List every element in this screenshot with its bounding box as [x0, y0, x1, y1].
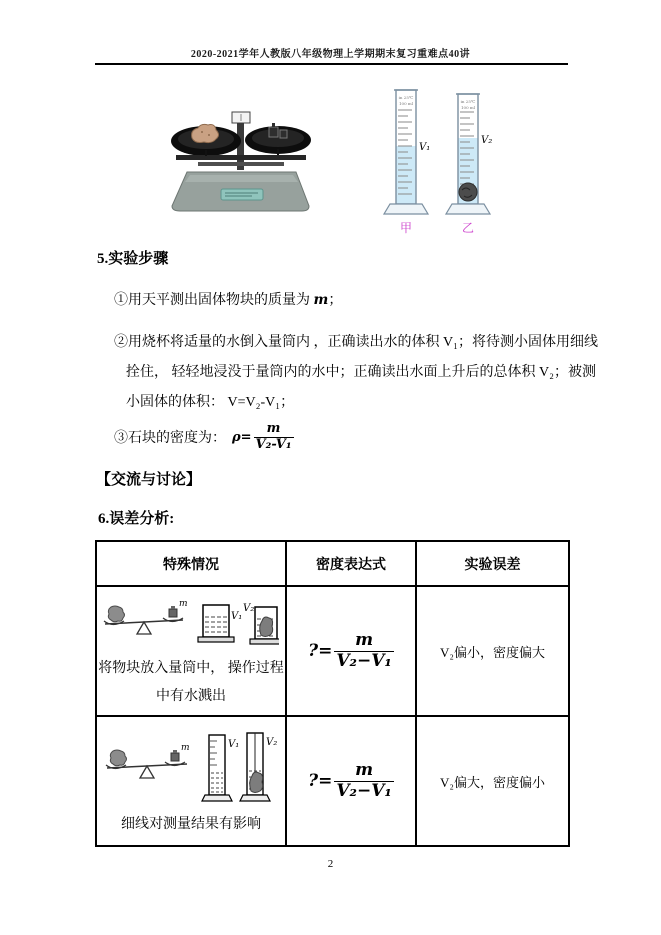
- v2-label: V₂: [243, 603, 255, 614]
- discussion-heading: 【交流与讨论】: [96, 472, 202, 488]
- table-header-expression: 密度表达式: [286, 541, 416, 586]
- situation-text-line1: 将物块放入量筒中， 操作过程: [98, 661, 284, 676]
- page-header-title: 2020-2021学年人教版八年级物理上学期期末复习重难点40讲: [190, 49, 471, 60]
- step1-text: ①用天平测出固体物块的质量为: [114, 293, 310, 308]
- density-formula-numerator: m: [254, 422, 294, 438]
- weights: [269, 127, 278, 137]
- fulcrum-icon: [140, 766, 154, 778]
- cylinder1-spec-line2: 100 ml: [399, 101, 413, 106]
- table-row: [96, 586, 569, 716]
- water-level-v1: [396, 146, 416, 204]
- rock-icon: [110, 750, 126, 766]
- density-formula-denominator: V₂-V₁: [255, 436, 292, 452]
- cylinder2-spec-line1: in 25℃: [460, 99, 476, 104]
- table-header-row: [96, 541, 569, 586]
- cylinder1-base: [384, 204, 428, 214]
- page-number: 2: [327, 858, 334, 870]
- row1-formula-numerator: m: [334, 631, 394, 652]
- weight-icon: [169, 609, 177, 617]
- rock-in-beaker-icon: [260, 617, 273, 637]
- mass-label: m: [179, 599, 188, 609]
- row2-formula-denominator: V₂−V₁: [336, 780, 392, 801]
- step2-line2: 拴住， 轻轻地浸没于量筒内的水中；正确读出水面上升后的总体积 V₂；被测: [126, 365, 596, 380]
- situation-text-line1: 细线对测量结果有影响: [121, 817, 261, 832]
- situation-text-line2: 中有水溅出: [156, 689, 226, 704]
- v1-label: V₁: [419, 142, 431, 153]
- error-cell-1: V₂偏小，密度偏大: [416, 586, 569, 716]
- cylinder-yi: [446, 94, 492, 235]
- section6-heading: 6.误差分析:: [98, 511, 175, 527]
- cylinder1-spec-line1: in 25℃: [398, 95, 414, 100]
- table-header-error: 实验误差: [416, 541, 569, 586]
- v2-label: V₂: [481, 135, 493, 146]
- expression-cell-2: [286, 716, 416, 846]
- table-header-situation: 特殊情况: [96, 541, 286, 586]
- step2-line1: ②用烧杯将适量的水倒入量筒内 ，正确读出水的体积 V₁；将待测小固体用细线: [114, 335, 598, 350]
- table-row: [96, 716, 569, 846]
- fulcrum-icon: [137, 622, 151, 634]
- situation-cell-2: [96, 716, 286, 846]
- step3-line: [114, 422, 294, 453]
- header-divider: [95, 63, 568, 65]
- suspended-rock-icon: [250, 772, 263, 793]
- cylinder2-base: [446, 204, 490, 214]
- row1-formula: [308, 631, 394, 671]
- step1-line: [114, 289, 342, 309]
- balance-scale-image: [168, 110, 316, 214]
- cylinder-jia: [384, 90, 430, 235]
- rock-icon: [108, 606, 124, 622]
- cylinder2-spec-line2: 100 ml: [461, 105, 475, 110]
- graduated-cylinders-image: [382, 86, 510, 238]
- step1-mass-variable: m: [313, 292, 329, 308]
- row1-formula-lhs: ?=: [308, 641, 333, 661]
- section5-heading: 5.实验步骤: [97, 251, 169, 267]
- density-formula: [232, 422, 294, 453]
- weight-icon: [171, 753, 179, 761]
- balance-base-label: [221, 189, 263, 200]
- step3-text: ③石块的密度为：: [114, 431, 226, 447]
- v1-label: V₁: [231, 611, 243, 622]
- situation-cell-1: [96, 586, 286, 716]
- row2-formula: [308, 761, 394, 801]
- caption-jia: 甲: [400, 221, 413, 235]
- balance-beam: [176, 155, 306, 160]
- v2-label: V₂: [266, 737, 278, 748]
- density-formula-lhs: ρ=: [232, 429, 252, 445]
- expression-cell-1: [286, 586, 416, 716]
- row1-formula-denominator: V₂−V₁: [336, 650, 392, 671]
- caption-yi: 乙: [462, 221, 475, 235]
- step1-end: ；: [328, 293, 343, 308]
- row2-formula-lhs: ?=: [308, 771, 333, 791]
- step2-line3: 小固体的体积： V=V₂-V₁；: [126, 395, 295, 410]
- v1-label: V₁: [228, 739, 240, 750]
- error-cell-2: V₂偏大，密度偏小: [416, 716, 569, 846]
- splash-experiment-figure: [103, 597, 279, 655]
- submerged-rock: [459, 183, 477, 201]
- error-analysis-table: [95, 540, 570, 847]
- mass-label: m: [181, 743, 190, 753]
- row2-formula-numerator: m: [334, 761, 394, 782]
- string-experiment-figure: [103, 729, 279, 811]
